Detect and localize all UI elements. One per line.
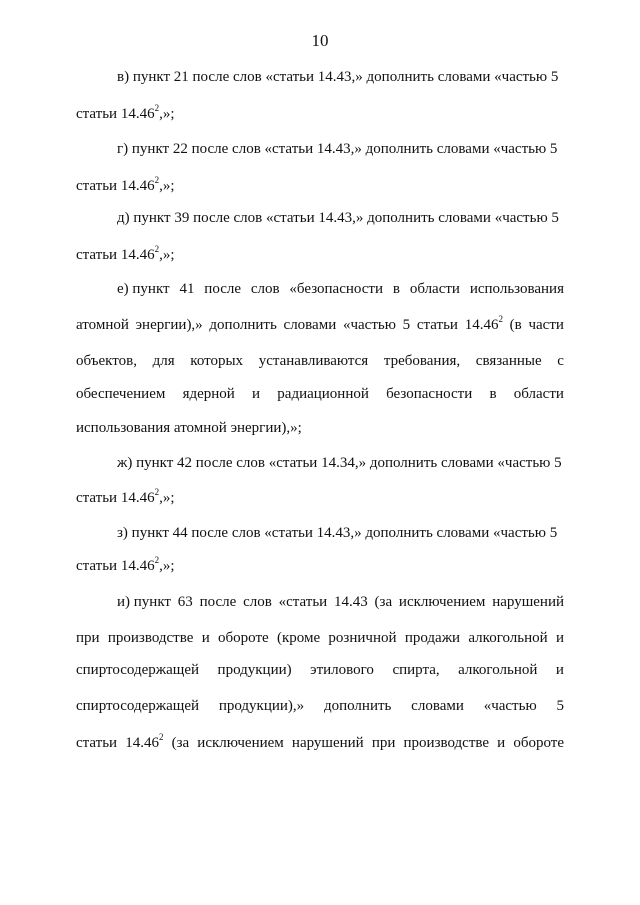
- word: в: [392, 281, 400, 297]
- text-line: [76, 350, 564, 372]
- word: алкогольной: [468, 630, 548, 646]
- word: в: [489, 386, 497, 402]
- word: 14.46$^2$: [125, 732, 164, 751]
- word: (в: [509, 317, 522, 333]
- text-line: г) пункт 22 после слов «статьи 14.43,» дополнить словами «частью 5: [117, 141, 558, 157]
- word: атомной: [76, 317, 129, 333]
- superscript: 2: [154, 244, 160, 254]
- word: устанавливаются: [258, 353, 369, 369]
- text-line: статьи 14.46$^2$,»;: [76, 487, 175, 506]
- word: спирта,: [392, 662, 440, 678]
- page-number: 10: [311, 31, 329, 50]
- word: 5: [402, 317, 411, 333]
- text-line: в) пункт 21 после слов «статьи 14.43,» дополнить словами «частью 5: [117, 69, 559, 85]
- word: алкогольной: [458, 662, 538, 678]
- word: радиационной: [277, 386, 369, 402]
- word: для: [152, 353, 175, 369]
- word: дополнить: [209, 317, 277, 333]
- text-line: [76, 732, 564, 754]
- word: «безопасности: [289, 281, 384, 297]
- word: этилового: [310, 662, 374, 678]
- word: продажи: [404, 630, 461, 646]
- text-line: использования атомной энергии),»;: [76, 420, 302, 436]
- text-line: [117, 278, 564, 300]
- word: области: [409, 281, 460, 297]
- word: связанные: [475, 353, 542, 369]
- text-line: статьи 14.46$^2$,»;: [76, 103, 175, 122]
- word: продукции): [217, 662, 292, 678]
- text-line: статьи 14.46$^2$,»;: [76, 175, 175, 194]
- word: и: [497, 735, 506, 751]
- word: 14.43: [334, 594, 368, 610]
- word: энергии),»: [135, 317, 203, 333]
- word: с: [557, 353, 564, 369]
- word: области: [513, 386, 564, 402]
- word: нарушений: [492, 594, 564, 610]
- word: е) пункт: [117, 281, 170, 297]
- word: 41: [179, 281, 195, 297]
- word: «статьи: [278, 594, 328, 610]
- text-line: [76, 383, 564, 405]
- text-line: з) пункт 44 после слов «статьи 14.43,» дополнить словами «частью 5: [117, 525, 558, 541]
- word: обороте: [513, 735, 564, 751]
- text-line: [76, 659, 564, 681]
- word: «частью: [483, 698, 537, 714]
- word: и: [555, 662, 564, 678]
- word: (кроме: [276, 630, 321, 646]
- word: безопасности: [386, 386, 473, 402]
- word: и: [201, 630, 210, 646]
- word: словами: [283, 317, 337, 333]
- word: и: [252, 386, 261, 402]
- word: 63: [177, 594, 193, 610]
- word: объектов,: [76, 353, 137, 369]
- word: и) пункт: [117, 594, 171, 610]
- word: ядерной: [182, 386, 235, 402]
- word: которых: [190, 353, 244, 369]
- superscript: 2: [154, 555, 160, 565]
- word: (за: [171, 735, 190, 751]
- text-line: [76, 314, 564, 336]
- word: 14.46$^2$: [464, 314, 503, 333]
- text-line: статьи 14.46$^2$,»;: [76, 555, 175, 574]
- superscript: 2: [154, 175, 160, 185]
- word: дополнить: [323, 698, 392, 714]
- word: розничной: [328, 630, 397, 646]
- word: статьи: [416, 317, 458, 333]
- word: 5: [556, 698, 564, 714]
- superscript: 2: [158, 732, 164, 742]
- word: продукции),»: [218, 698, 305, 714]
- text-line: [117, 591, 564, 613]
- word: части: [528, 317, 564, 333]
- word: производстве: [403, 735, 490, 751]
- text-line: д) пункт 39 после слов «статьи 14.43,» дополнить словами «частью 5: [117, 210, 559, 226]
- word: обороте: [218, 630, 269, 646]
- word: спиртосодержащей: [76, 662, 200, 678]
- word: (за: [374, 594, 393, 610]
- superscript: 2: [154, 487, 160, 497]
- word: исключением: [398, 594, 486, 610]
- word: производстве: [107, 630, 194, 646]
- word: требования,: [383, 353, 461, 369]
- word: «частью: [342, 317, 396, 333]
- superscript: 2: [498, 314, 503, 324]
- word: статьи: [76, 735, 118, 751]
- word: после: [204, 281, 241, 297]
- text-line: [76, 627, 564, 649]
- text-line: статьи 14.46$^2$,»;: [76, 244, 175, 263]
- word: при: [371, 735, 396, 751]
- word: нарушений: [291, 735, 364, 751]
- word: спиртосодержащей: [76, 698, 200, 714]
- word: словами: [411, 698, 464, 714]
- word: при: [76, 630, 100, 646]
- word: использования: [469, 281, 564, 297]
- text-line: ж) пункт 42 после слов «статьи 14.34,» дополнить словами «частью 5: [117, 455, 562, 471]
- text-line: [76, 695, 564, 717]
- word: после: [199, 594, 237, 610]
- word: исключением: [197, 735, 284, 751]
- word: слов: [243, 594, 272, 610]
- word: слов: [250, 281, 280, 297]
- superscript: 2: [154, 103, 160, 113]
- word: и: [555, 630, 564, 646]
- word: обеспечением: [76, 386, 166, 402]
